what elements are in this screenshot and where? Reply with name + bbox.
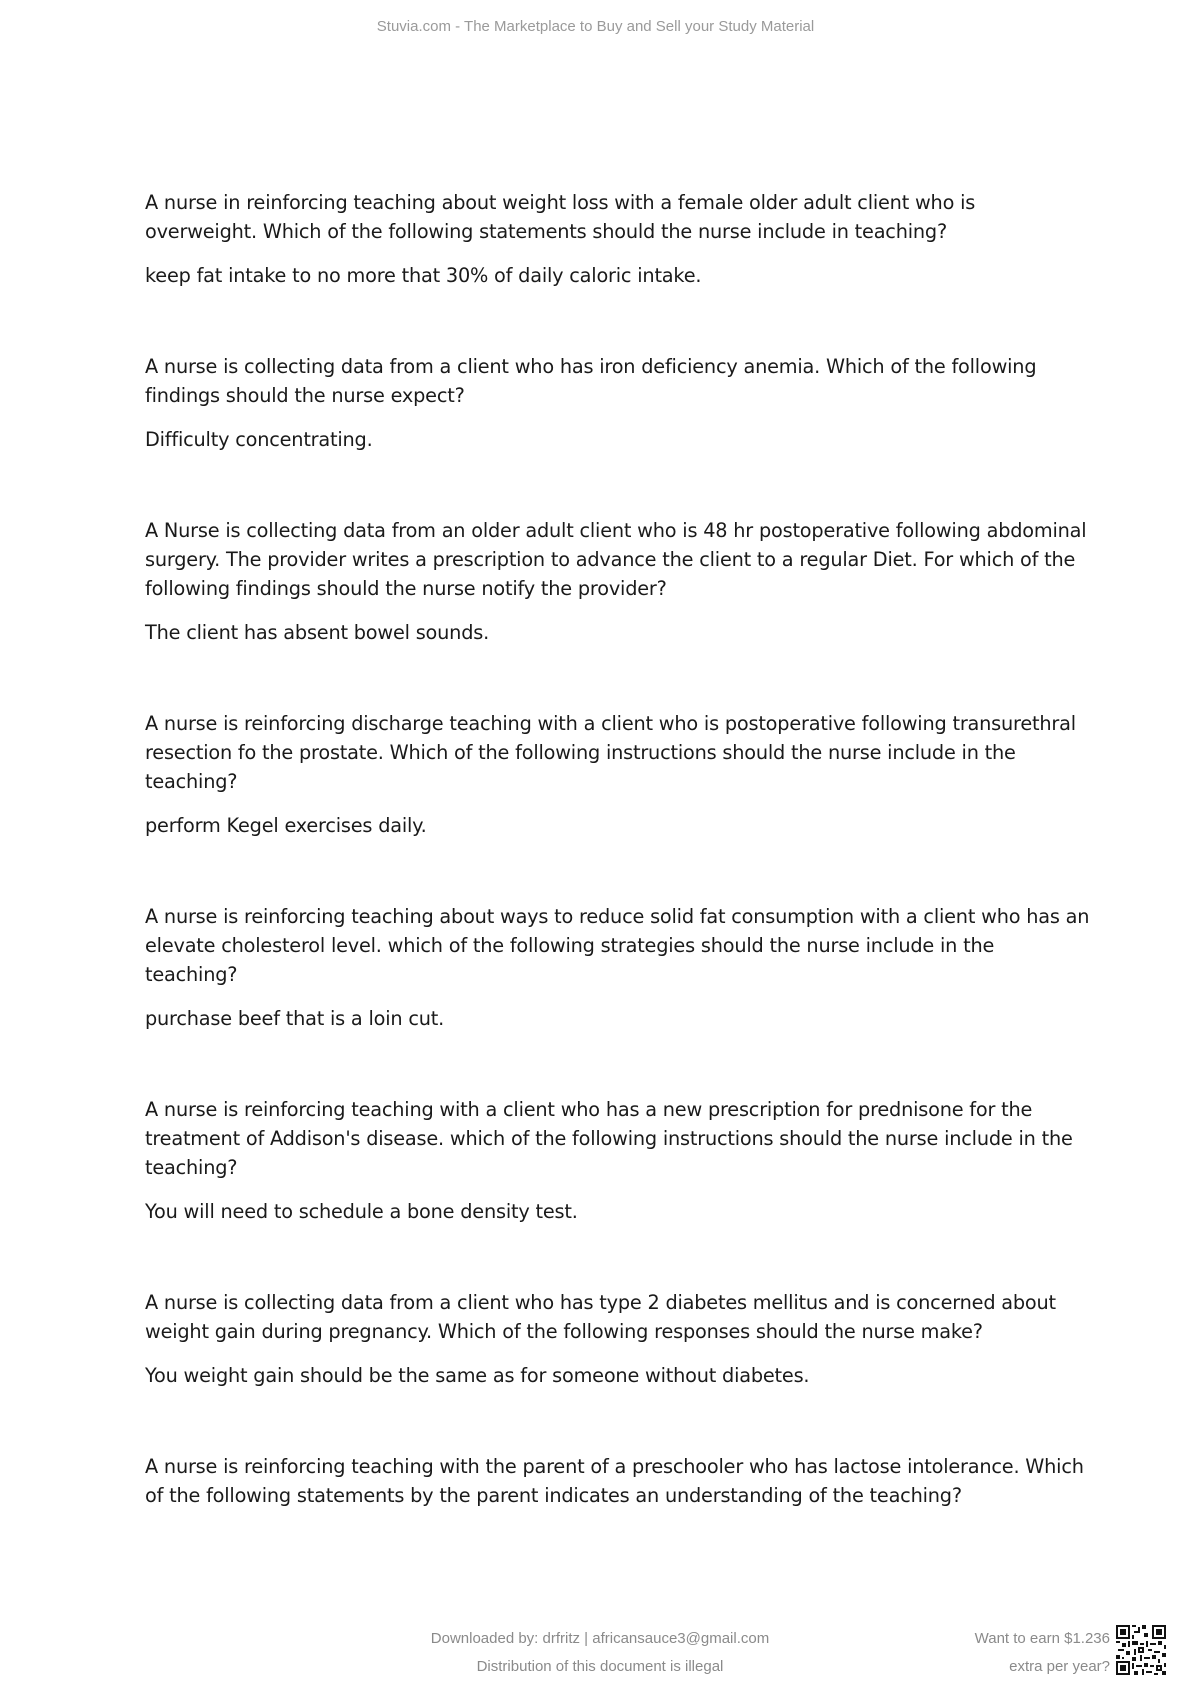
question-text: A Nurse is collecting data from an older adult client who is 48 hr postoperative following abdominal surgery. The provider writes a prescription to advance the client to a regular Diet. For which of the following findings should the nurse notify the provider? [145, 519, 1087, 600]
question-text: A nurse is reinforcing teaching with a client who has a new prescription for prednisone for the treatment of Addison's disease. which of the following instructions should the nurse include in the teaching? [145, 1098, 1073, 1179]
qa-item [145, 352, 1090, 454]
distribution-notice: Distribution of this document is illegal [476, 1658, 724, 1675]
promo-line-2[interactable]: extra per year? [1009, 1658, 1110, 1675]
downloaded-by-text: Downloaded by: drfritz | africansauce3@gmail.com [430, 1630, 770, 1647]
qa-item [145, 709, 1090, 840]
qa-item [145, 1288, 1090, 1390]
qa-item [145, 1452, 1090, 1510]
question-text: A nurse is reinforcing teaching about ways to reduce solid fat consumption with a client who has an elevate cholesterol level. which of the following strategies should the nurse include in the teaching? [145, 905, 1090, 986]
site-header: Stuvia.com - The Marketplace to Buy and Sell your Study Material [376, 18, 815, 35]
qa-item [145, 188, 1090, 290]
answer-text: perform Kegel exercises daily. [145, 814, 427, 837]
footer-download-info [360, 1625, 840, 1681]
qa-item [145, 1095, 1090, 1226]
qa-list [145, 188, 1090, 1572]
answer-text: purchase beef that is a loin cut. [145, 1007, 445, 1030]
answer-text: You weight gain should be the same as for someone without diabetes. [145, 1364, 810, 1387]
question-text: A nurse in reinforcing teaching about weight loss with a female older adult client who is overweight. Which of the following statements should the nurse include in teaching? [145, 191, 976, 243]
answer-text: Difficulty concentrating. [145, 428, 373, 451]
qr-code-icon[interactable] [1116, 1625, 1166, 1675]
answer-text: You will need to schedule a bone density test. [145, 1200, 578, 1223]
answer-text: The client has absent bowel sounds. [145, 621, 490, 644]
promo-line-1[interactable]: Want to earn $1.236 [974, 1630, 1110, 1647]
answer-text: keep fat intake to no more that 30% of daily caloric intake. [145, 264, 702, 287]
qa-item [145, 902, 1090, 1033]
question-text: A nurse is collecting data from a client who has type 2 diabetes mellitus and is concerned about weight gain during pregnancy. Which of the following responses should the nurse make? [145, 1291, 1056, 1343]
footer-promo[interactable] [930, 1625, 1110, 1681]
question-text: A nurse is reinforcing discharge teaching with a client who is postoperative following transurethral resection fo the prostate. Which of the following instructions should the nurse include in the teaching? [145, 712, 1076, 793]
qa-item [145, 516, 1090, 647]
question-text: A nurse is reinforcing teaching with the parent of a preschooler who has lactose intolerance. Which of the following statements by the parent indicates an understanding of the teaching? [145, 1455, 1084, 1507]
question-text: A nurse is collecting data from a client who has iron deficiency anemia. Which of the following findings should the nurse expect? [145, 355, 1037, 407]
